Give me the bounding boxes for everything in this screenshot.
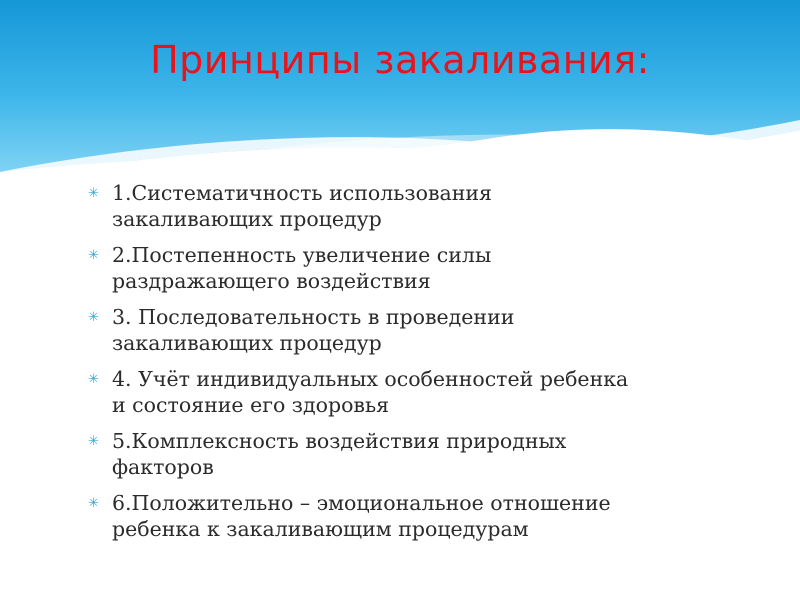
asterisk-icon: ✳ xyxy=(88,310,99,325)
list-item xyxy=(88,490,728,542)
item-line: 6.Положительно – эмоциональное отношение xyxy=(112,491,611,515)
asterisk-icon: ✳ xyxy=(88,186,99,201)
asterisk-icon: ✳ xyxy=(88,372,99,387)
list-item xyxy=(88,304,728,356)
item-line: 1.Систематичность использования xyxy=(112,181,492,205)
list-item xyxy=(88,366,728,418)
item-line: 5.Комплексность воздействия природных xyxy=(112,429,567,453)
list-item xyxy=(88,428,728,480)
item-line: факторов xyxy=(112,455,214,479)
item-line: ребенка к закаливающим процедурам xyxy=(112,517,529,541)
item-line: и состояние его здоровья xyxy=(112,393,390,417)
asterisk-icon: ✳ xyxy=(88,496,99,511)
slide-title: Принципы закаливания: xyxy=(150,38,650,82)
item-line: 2.Постепенность увеличение силы xyxy=(112,243,492,267)
item-line: закаливающих процедур xyxy=(112,207,382,231)
list-item xyxy=(88,180,728,232)
item-line: 4. Учёт индивидуальных особенностей ребенка xyxy=(112,367,629,391)
item-line: закаливающих процедур xyxy=(112,331,382,355)
item-line: раздражающего воздействия xyxy=(112,269,431,293)
asterisk-icon: ✳ xyxy=(88,434,99,449)
asterisk-icon: ✳ xyxy=(88,248,99,263)
list-item xyxy=(88,242,728,294)
header-wave-background xyxy=(0,0,800,200)
principles-list xyxy=(88,180,728,552)
item-line: 3. Последовательность в проведении xyxy=(112,305,515,329)
